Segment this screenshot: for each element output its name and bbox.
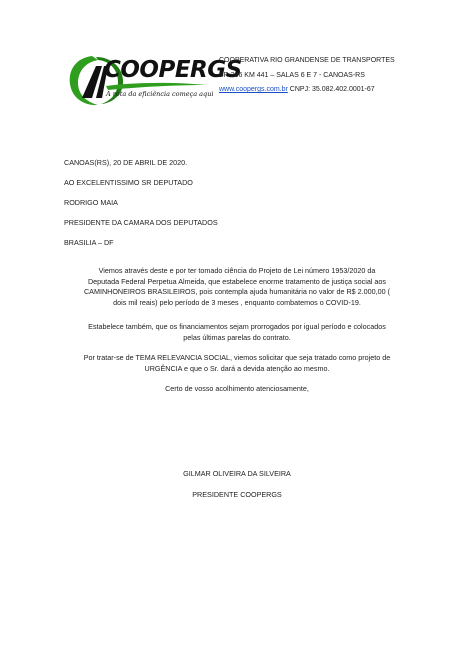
recipient-title: PRESIDENTE DA CAMARA DOS DEPUTADOS	[64, 218, 218, 227]
paragraph-line: Deputada Federal Perpetua Almeida, que estabelece enorme tratamento de justiça social aos	[87, 276, 387, 286]
recipient-location: BRASILIA – DF	[64, 238, 114, 247]
coopergs-logo	[66, 52, 242, 112]
paragraph-line: Por tratar-se de TEMA RELEVANCIA SOCIAL, viemos solicitar que seja tratado como projeto de	[83, 353, 391, 362]
recipient-name: RODRIGO MAIA	[64, 198, 118, 207]
signature-name: GILMAR OLIVEIRA DA SILVEIRA	[183, 469, 291, 478]
paragraph-line: Viemos através deste e por ter tomado ciência do Projeto de Lei número 1953/2020 da	[98, 266, 376, 275]
addressee-block	[64, 158, 218, 258]
paragraph-line: pelas últimas parelas do contrato.	[183, 332, 291, 342]
paragraph-line: dois mil reais) pelo período de 3 meses , enquanto combatemos o COVID-19.	[113, 298, 361, 308]
paragraph-request	[62, 266, 412, 309]
signature-title: PRESIDENTE COOPERGS	[192, 490, 282, 499]
closing-line: Certo de vosso acolhimento atenciosamente,	[165, 384, 309, 393]
logo-tagline: A rota da eficiência começa aqui	[106, 90, 214, 98]
paragraph-urgency	[62, 353, 412, 374]
company-cnpj: CNPJ: 35.082.402.0001-67	[287, 86, 375, 93]
paragraph-line: URGÊNCIA e que o Sr. dará a devida atenção ao mesmo.	[144, 363, 330, 373]
paragraph-line: CAMINHONEIROS BRASILEIROS, pois contempla ajuda humanitária no valor de R$ 2.000,00 (	[83, 287, 390, 297]
website-link[interactable]: www.coopergs.com.br	[219, 86, 288, 93]
company-name: COOPERATIVA RIO GRANDENSE DE TRANSPORTES	[219, 57, 395, 64]
date-line: CANOAS(RS), 20 DE ABRIL DE 2020.	[64, 158, 188, 167]
company-address: BR 386 KM 441 – SALAS 6 E 7 - CANOAS-RS	[219, 71, 365, 79]
paragraph-line: Estabelece também, que os financiamentos sejam prorrogados por igual período e colocados	[88, 322, 386, 331]
company-info	[219, 54, 395, 98]
paragraph-financing	[62, 322, 412, 343]
company-contact	[219, 83, 395, 98]
salutation: AO EXCELENTISSIMO SR DEPUTADO	[64, 178, 193, 187]
logo-wordmark: COOPERGS	[104, 57, 242, 83]
